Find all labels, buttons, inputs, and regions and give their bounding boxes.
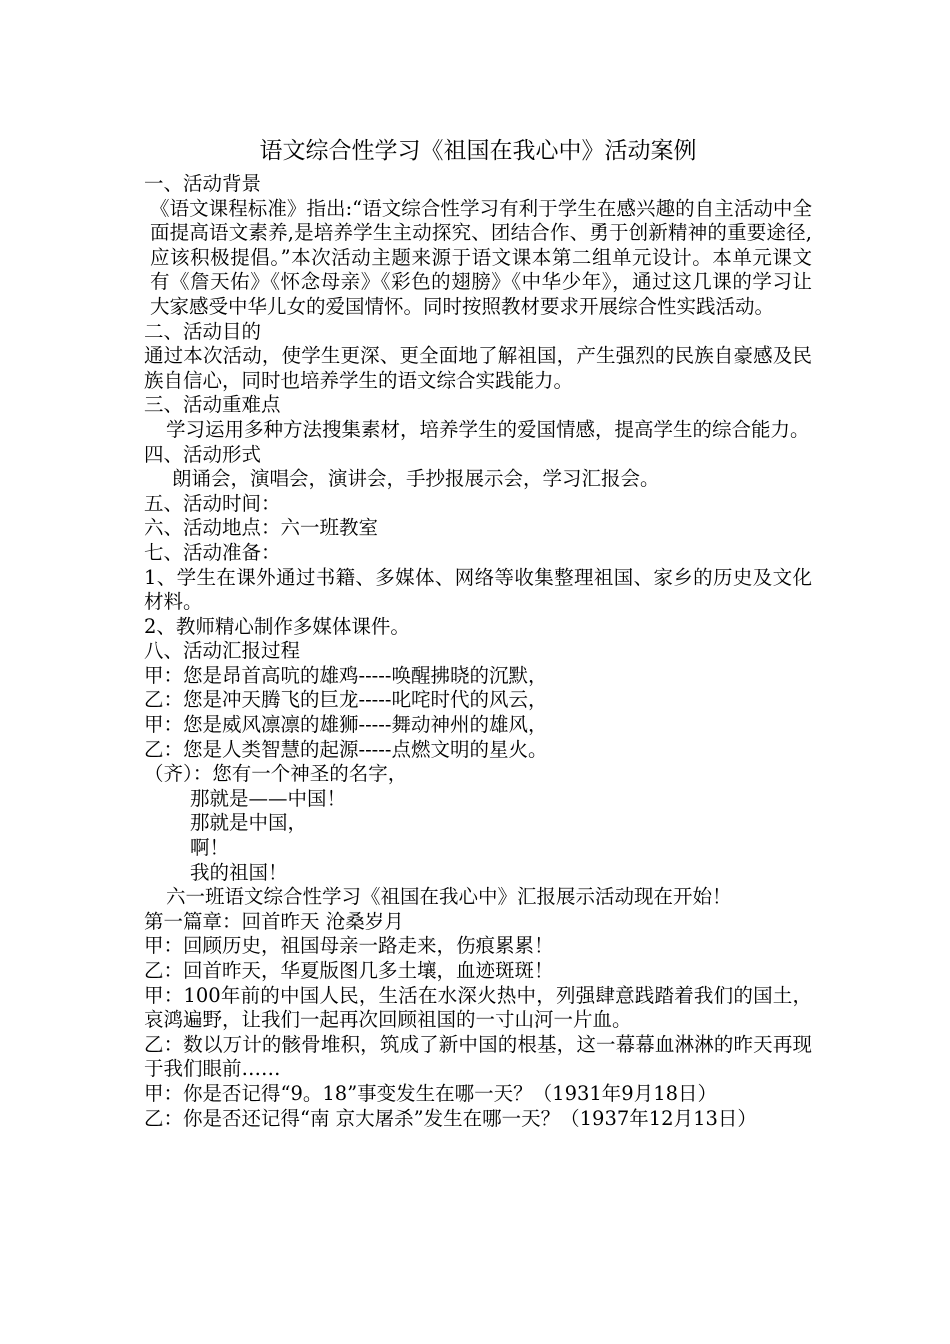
chapter-heading: 第一篇章：回首昨天 沧桑岁月: [144, 909, 404, 933]
dialogue-line: 那就是中国，: [190, 811, 308, 835]
section-heading-purpose: 二、活动目的: [144, 319, 262, 343]
section-heading-time: 五、活动时间：: [144, 491, 281, 515]
section-heading-process: 八、活动汇报过程: [144, 639, 301, 663]
dialogue-line: 六一班语文综合性学习《祖国在我心中》汇报展示活动现在开始！: [166, 885, 732, 909]
key-points-paragraph: 学习运用多种方法搜集素材，培养学生的爱国情感，提高学生的综合能力。: [166, 417, 810, 441]
dialogue-line: 甲：100年前的中国人民，生活在水深火热中，列强肆意践踏着我们的国土，哀鸿遍野，让我们一起再次回顾祖国的一寸山河一片血。: [144, 983, 812, 1032]
section-heading-background: 一、活动背景: [144, 172, 262, 195]
dialogue-line: 甲：您是威风凛凛的雄狮-----舞动神州的雄风，: [144, 713, 548, 737]
section-heading-place: 六、活动地点：六一班教室: [144, 516, 379, 540]
document-title: 语文综合性学习《祖国在我心中》活动案例: [259, 138, 697, 164]
dialogue-line: 甲：您是昂首高吭的雄鸡-----唤醒拂晓的沉默，: [144, 663, 548, 687]
purpose-paragraph: 通过本次活动，使学生更深、更全面地了解祖国，产生强烈的民族自豪感及民族自信心，同时也培养学生的语文综合实践能力。: [144, 344, 812, 392]
dialogue-line: 乙：您是冲天腾飞的巨龙-----叱咤时代的风云，: [144, 688, 548, 712]
dialogue-line: 甲：你是否记得“9。18”事变发生在哪一天？（1931年9月18日）: [144, 1081, 718, 1105]
section-heading-preparation: 七、活动准备：: [144, 540, 281, 564]
preparation-item-1: 1、学生在课外通过书籍、多媒体、网络等收集整理祖国、家乡的历史及文化材料。: [144, 565, 812, 614]
document-page: [144, 134, 812, 1131]
section-heading-key-points: 三、活动重难点: [144, 393, 281, 417]
dialogue-line: 那就是——中国！: [190, 786, 347, 810]
dialogue-line: 乙：回首昨天，华夏版图几多土壤，血迹斑斑！: [144, 959, 554, 982]
dialogue-line: 乙：您是人类智慧的起源-----点燃文明的星火。: [144, 737, 548, 761]
dialogue-line: 我的祖国！: [190, 860, 288, 884]
background-paragraph: 《语文课程标准》指出:“语文综合性学习有利于学生在感兴趣的自主活动中全面提高语文素养,是培养学生主动探究、团结合作、勇于创新精神的重要途径,应该积极提倡。”本次活动主题来源于语文课本第二组单元设计。本单元课文有《詹天佑》《怀念母亲》《彩色的翅膀》《中华少年》，通过这几课的学习让大家感受中华儿女的爱国情怀。同时按照教材要求开展综合性实践活动。: [150, 196, 812, 318]
preparation-item-2: 2、教师精心制作多媒体课件。: [144, 614, 410, 638]
dialogue-line: 乙：数以万计的骸骨堆积，筑成了新中国的根基，这一幕幕血淋淋的昨天再现于我们眼前……: [144, 1032, 812, 1081]
dialogue-line: 啊！: [190, 836, 230, 860]
dialogue-line: （齐）：您有一个神圣的名字，: [144, 762, 408, 786]
dialogue-line: 甲：回顾历史，祖国母亲一路走来，伤痕累累！: [144, 934, 554, 958]
section-heading-form: 四、活动形式: [144, 442, 262, 466]
dialogue-line: 乙：你是否还记得“南 京大屠杀”发生在哪一天？（1937年12月13日）: [144, 1106, 757, 1130]
form-paragraph: 朗诵会，演唱会，演讲会，手抄报展示会，学习汇报会。: [172, 467, 660, 491]
